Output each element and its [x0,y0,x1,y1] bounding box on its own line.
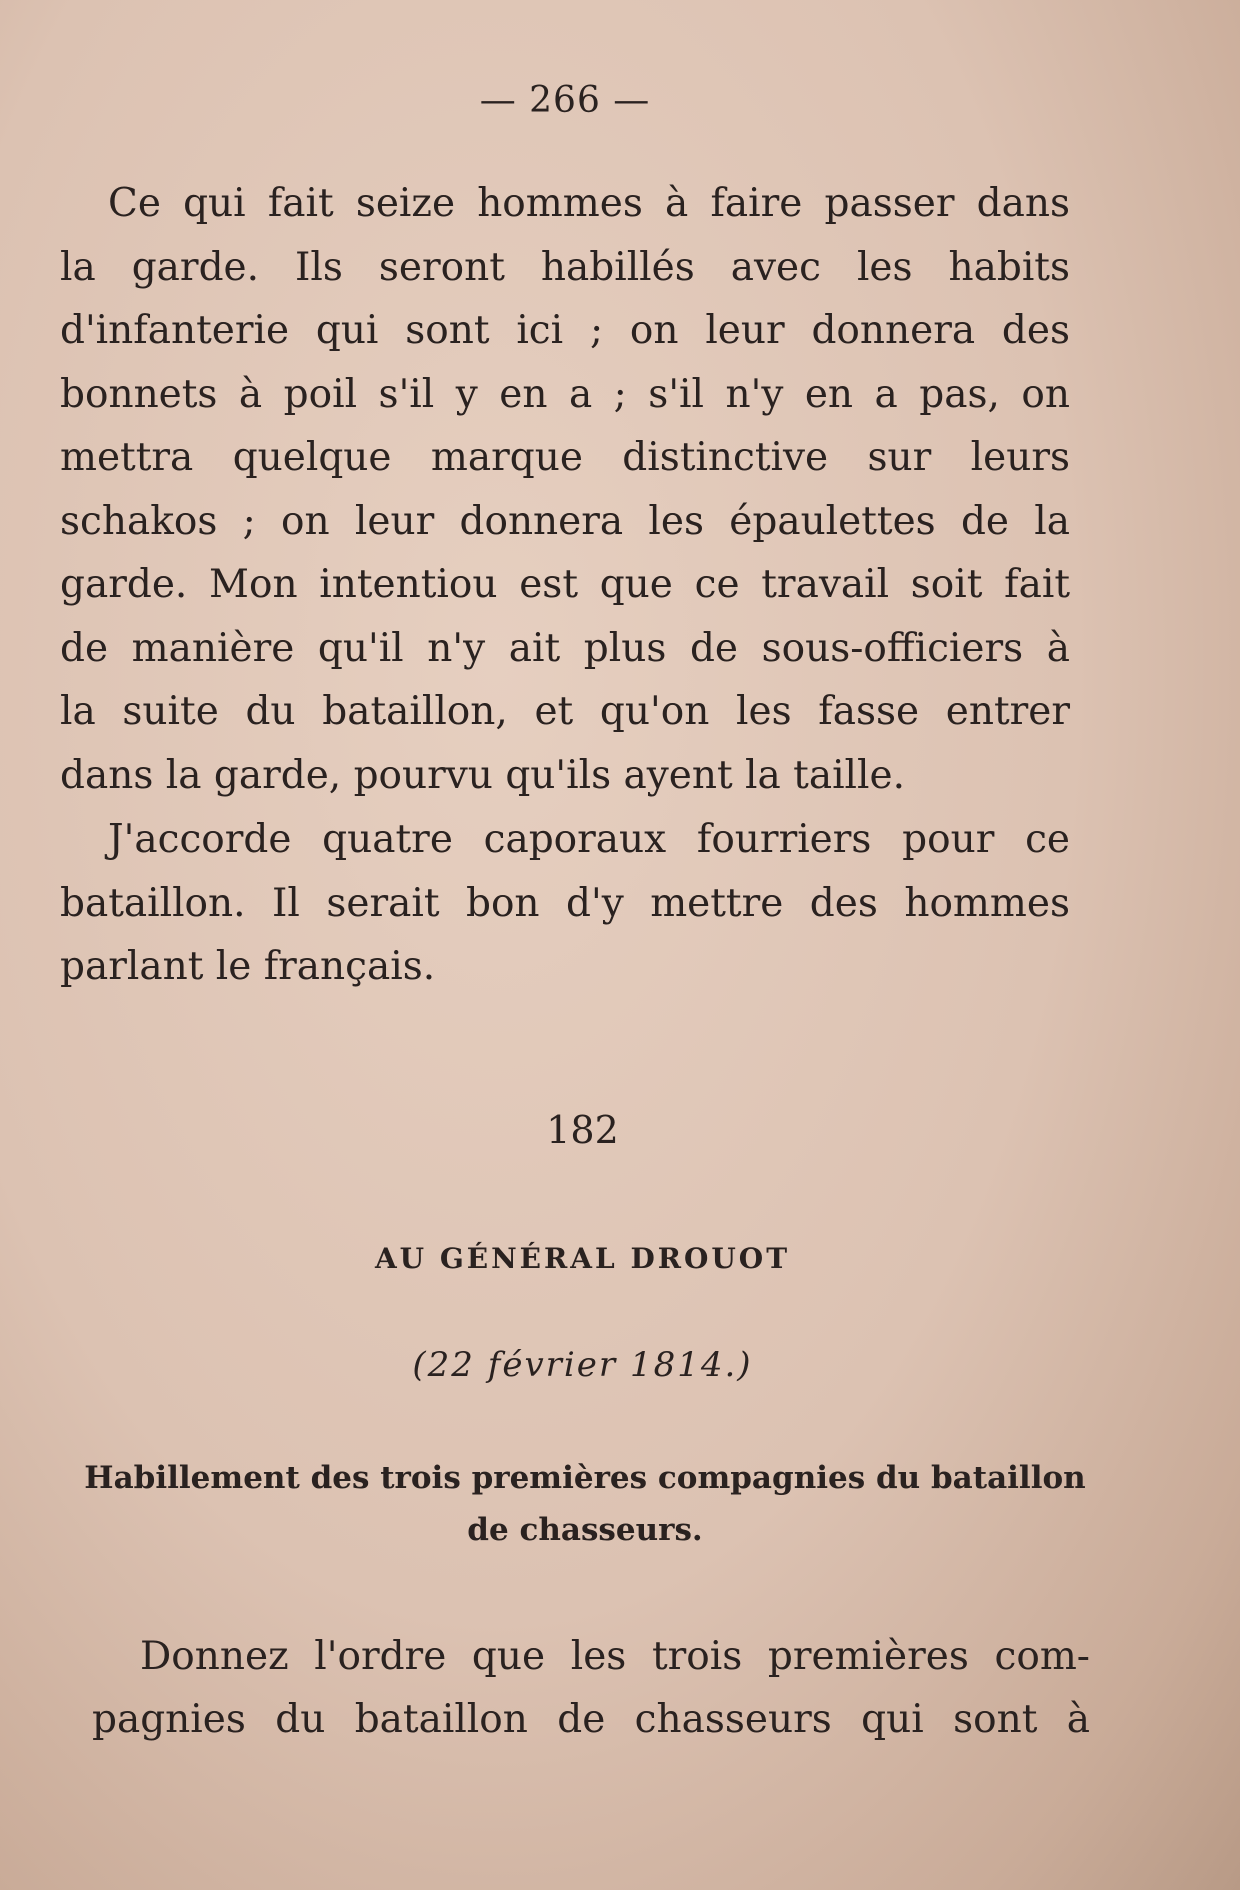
text-line: pagnies du bataillon de chasseurs qui sont à [92,1697,1090,1742]
text-line: schakos ; on leur donnera les épaulettes de la [60,498,1070,544]
letter-recipient: AU GÉNÉRAL DROUOT [374,1242,791,1275]
text-line: bataillon. Il serait bon d'y mettre des hommes [60,880,1070,926]
text-line: d'infanterie qui sont ici ; on leur donnera des [60,308,1070,353]
text-line: parlant le français. [60,944,436,989]
text-line: garde. Mon intentiou est que ce travail soit fait [60,562,1070,607]
text-line: Ce qui fait seize hommes à faire passer dans [108,181,1070,226]
text-line: bonnets à poil s'il y en a ; s'il n'y en a pas, on [60,371,1070,417]
paragraph-caporaux [60,808,1070,999]
text-line: Donnez l'ordre que les trois premières com- [140,1634,1090,1679]
text-line: de manière qu'il n'y ait plus de sous-officiers à [60,625,1070,671]
text-line: la suite du bataillon, et qu'on les fasse entrer [60,689,1070,734]
text-line: dans la garde, pourvu qu'ils ayent la taille. [60,752,905,798]
paragraph-letter-body [92,1625,1090,1751]
page-number: — 266 — [479,80,651,121]
letter-date: (22 février 1814.) [412,1345,753,1385]
letter-number: 182 [546,1108,619,1152]
text-line: mettra quelque marque distinctive sur leurs [60,435,1070,480]
text-line: J'accorde quatre caporaux fourriers pour ce [108,817,1070,862]
summary-line: Habillement des trois premières compagnies du bataillon [84,1460,1086,1496]
summary-line: de chasseurs. [467,1512,703,1548]
letter-summary [70,1452,1100,1556]
paragraph-continuation [60,172,1070,807]
text-line: la garde. Ils seront habillés avec les habits [60,244,1070,290]
